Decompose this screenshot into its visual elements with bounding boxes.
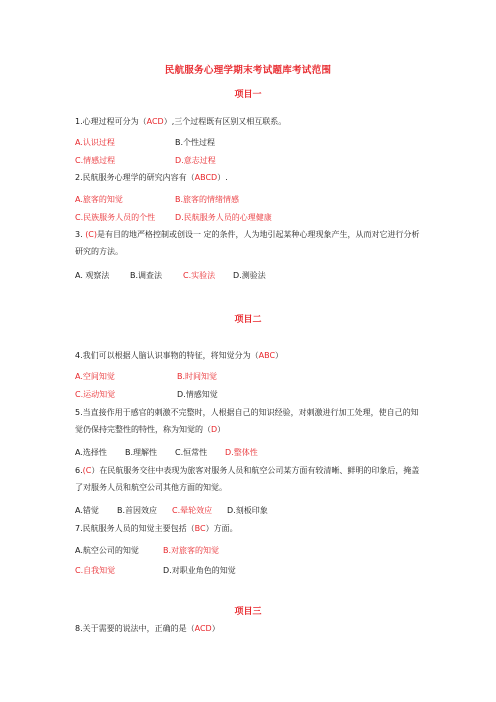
option-a: A.空间知觉 [75,372,115,381]
option-b: B.对旅客的知觉 [163,546,220,555]
section-title-2: 项目二 [234,315,262,325]
option-a: A.航空公司的知觉 [75,546,139,555]
option-d: D.意志过程 [175,156,216,165]
answer-key: (C [82,466,92,475]
document-title: 民航服务心理学期末考试题库考试范围 [164,65,332,76]
option-b: B.首因效应 [117,506,158,515]
option-a: A.旅客的知觉 [75,195,123,204]
question-6: 6.(C）在民航服务交往中表现为旅客对服务人员和航空公司某方面有较清晰、鲜明的印象后，掩盖了对服务人员和航空公司其他方面的知觉。 [75,466,420,492]
option-a: A.选择性 [75,448,107,457]
option-c: C.恒常性 [175,448,208,457]
answer-key: D [211,425,218,434]
answer-key: (C) [85,230,98,239]
question-2: 2.民航服务心理学的研究内容有（ABCD）. [75,173,228,182]
option-a: A.错觉 [75,506,99,515]
option-d: D.对职业角色的知觉 [163,566,236,575]
question-7: 7.民航服务人员的知觉主要包括（BC）方面。 [75,524,238,533]
option-c: C.自我知觉 [75,566,116,575]
option-b: B.时间知觉 [177,372,218,381]
question-5: 5.当直接作用于感官的刺激不完整时，人根据自己的知识经验，对刺激进行加工处理，使自己的知觉仍保持完整性的特性，称为知觉的（D） [75,408,419,434]
question-1: 1.心理过程可分为（ACD）,三个过程既有区别又相互联系。 [75,117,287,126]
option-c: C.情感过程 [75,156,116,165]
option-d: D.刻板印象 [227,506,268,515]
option-c: C.民族服务人员的个性 [75,213,156,222]
option-d: D.测验法 [233,271,266,280]
option-b: B.理解性 [125,448,158,457]
option-b: B.旅客的情绪情感 [175,195,240,204]
section-title-1: 项目一 [234,90,262,100]
question-3: 3. (C)是有目的地严格控制或创设一 定的条件，人为地引起某种心理现象产生，从而对它进行分析研究的方法。 [75,230,420,256]
option-c: C.运动知觉 [75,390,116,399]
question-8: 8.关于需要的说法中，正确的是（ACD） [75,624,220,633]
option-b: B.个性过程 [175,138,216,147]
answer-key: ABCD [194,173,218,182]
option-c: C.晕轮效应 [172,506,213,515]
option-d: D.情感知觉 [177,390,218,399]
section-title-3: 项目三 [234,607,262,617]
option-d: D.整体性 [225,448,258,457]
answer-key: BC [194,524,206,533]
option-b: B.调查法 [130,271,163,280]
option-a: A.认识过程 [75,138,115,147]
answer-key: ABC [258,351,276,360]
question-4: 4.我们可以根据人脑认识事物的特征，将知觉分为（ABC） [75,351,284,360]
answer-key: ACD [194,624,212,633]
option-c: C.实验法 [183,271,216,280]
answer-key: ACD [146,117,164,126]
option-a: A. 观察法 [75,271,110,280]
option-d: D.民航服务人员的心理健康 [175,213,272,222]
